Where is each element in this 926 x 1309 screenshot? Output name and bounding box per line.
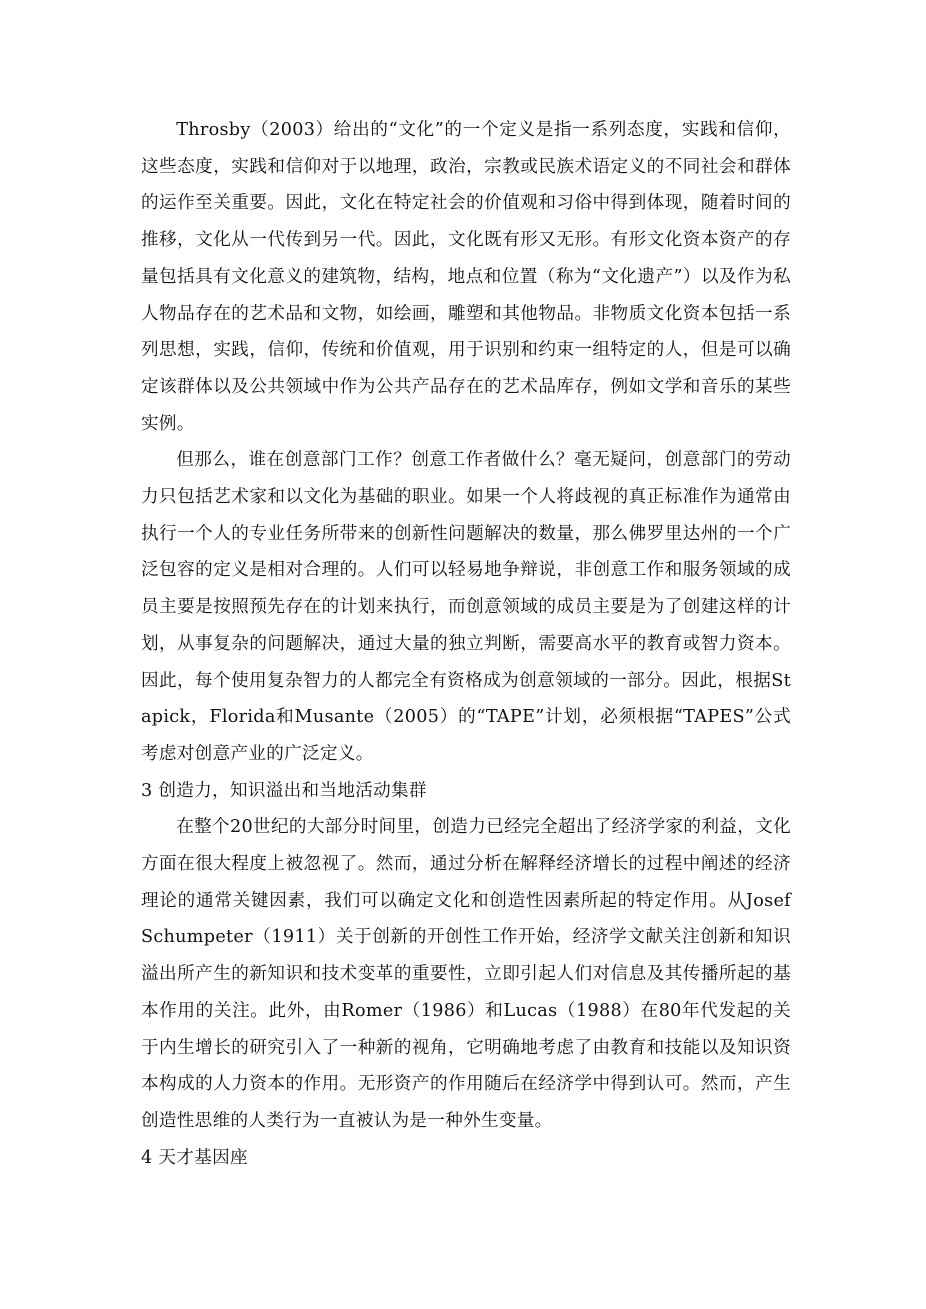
section-heading-3: 3 创造力，知识溢出和当地活动集群 xyxy=(141,780,427,801)
paragraph-cultural-capital: Throsby（2003）给出的“文化”的一个定义是指一系列态度，实践和信仰，这些态度，实践和信仰对于以地理，政治，宗教或民族术语定义的不同社会和群体的运作至关重要。因此，文化在特定社会的价值观和习俗中得到体现，随着时间的推移，文化从一代传到另一代。因此，文化既有形又无形。有形文化资本资产的存量包括具有文化意义的建筑物，结构，地点和位置（称为“文化遗产”）以及作为私人物品存在的艺术品和文物，如绘画，雕塑和其他物品。非物质文化资本包括一系列思想，实践，信仰，传统和价值观，用于识别和约束一组特定的人，但是可以确定该群体以及公共领域中作为公共产品存在的艺术品库存，例如文学和音乐的某些实例。 xyxy=(141,120,791,434)
section-heading-4: 4 天才基因座 xyxy=(141,1147,248,1168)
document-page xyxy=(141,112,791,1176)
paragraph-creativity-economics: 在整个20世纪的大部分时间里，创造力已经完全超出了经济学家的利益，文化方面在很大程度上被忽视了。然而，通过分析在解释经济增长的过程中阐述的经济理论的通常关键因素，我们可以确定文化和创造性因素所起的特定作用。从Josef Schumpeter（1911）关于创新的开创性工作开始，经济学文献关注创新和知识溢出所产生的新知识和技术变革的重要性，立即引起人们对信息及其传播所起的基本作用的关注。此外，由Romer（1986）和Lucas（1988）在80年代发起的关于内生增长的研究引入了一种新的视角，它明确地考虑了由教育和技能以及知识资本构成的人力资本的作用。无形资产的作用随后在经济学中得到认可。然而，产生创造性思维的人类行为一直被认为是一种外生变量。 xyxy=(141,817,791,1131)
paragraph-creative-workers: 但那么，谁在创意部门工作？创意工作者做什么？毫无疑问，创意部门的劳动力只包括艺术家和以文化为基础的职业。如果一个人将歧视的真正标准作为通常由执行一个人的专业任务所带来的创新性问题解决的数量，那么佛罗里达州的一个广泛包容的定义是相对合理的。人们可以轻易地争辩说，非创意工作和服务领域的成员主要是按照预先存在的计划来执行，而创意领域的成员主要是为了创建这样的计划，从事复杂的问题解决，通过大量的独立判断，需要高水平的教育或智力资本。因此，每个使用复杂智力的人都完全有资格成为创意领域的一部分。因此，根据Stapick，Florida和Musante（2005）的“TAPE”计划，必须根据“TAPES”公式考虑对创意产业的广泛定义。 xyxy=(141,450,791,764)
